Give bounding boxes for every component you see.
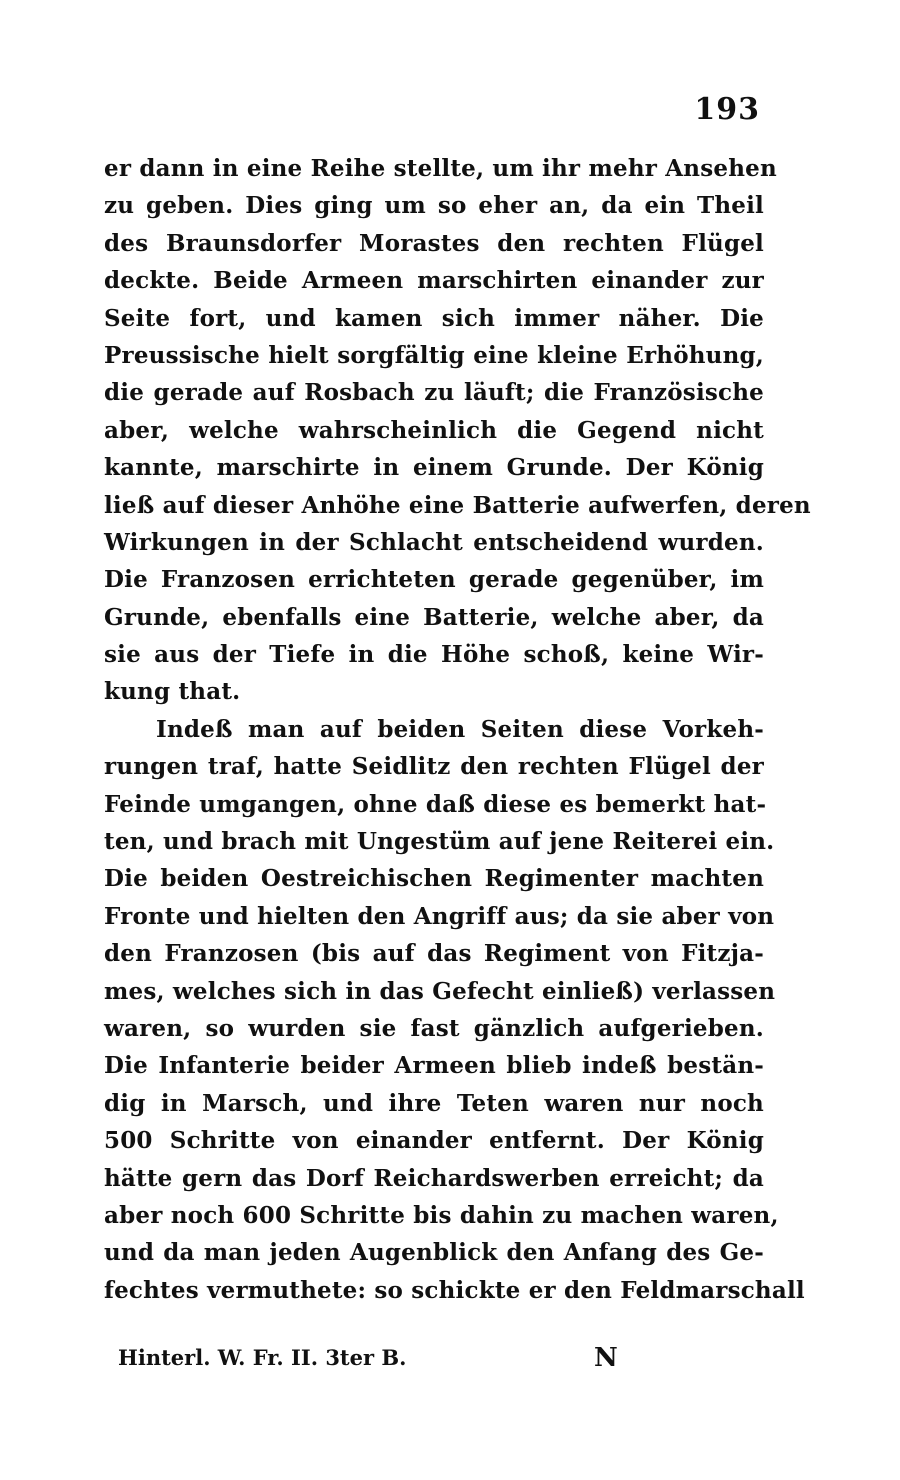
paragraph-1 bbox=[104, 150, 811, 711]
text-line: sie aus der Tiefe in die Höhe schoß, keine Wir- bbox=[104, 641, 764, 669]
text-line: deckte. Beide Armeen marschirten einander zur bbox=[104, 267, 764, 295]
text-line: rungen traf, hatte Seidlitz den rechten Flügel der bbox=[104, 753, 764, 781]
printer-signature: Hinterl. W. Fr. II. 3ter B. bbox=[118, 1345, 407, 1370]
text-line: aber noch 600 Schritte bis dahin zu machen waren, bbox=[104, 1201, 779, 1229]
page-footer bbox=[118, 1338, 638, 1378]
text-line: kung that. bbox=[104, 678, 241, 706]
text-line: Seite fort, und kamen sich immer näher. Die bbox=[104, 304, 764, 332]
paragraph-2 bbox=[104, 711, 805, 1309]
page-number: 193 bbox=[694, 92, 760, 127]
text-line: Preussische hielt sorgfältig eine kleine Erhöhung, bbox=[104, 341, 764, 369]
body-text bbox=[104, 150, 811, 1309]
text-line: Wirkungen in der Schlacht entscheidend wurden. bbox=[104, 528, 764, 556]
text-line: fechtes vermuthete: so schickte er den Feldmarschall bbox=[104, 1276, 805, 1304]
text-line: kannte, marschirte in einem Grunde. Der König bbox=[104, 454, 764, 482]
text-line: waren, so wurden sie fast gänzlich aufgerieben. bbox=[104, 1014, 764, 1042]
text-line: zu geben. Dies ging um so eher an, da ein Theil bbox=[104, 192, 764, 220]
text-line: hätte gern das Dorf Reichardswerben erreicht; da bbox=[104, 1164, 764, 1192]
signature-mark: N bbox=[594, 1343, 618, 1373]
text-line: aber, welche wahrscheinlich die Gegend nicht bbox=[104, 416, 764, 444]
text-line: Die Franzosen errichteten gerade gegenüber, im bbox=[104, 566, 764, 594]
text-line: Fronte und hielten den Angriff aus; da sie aber von bbox=[104, 902, 775, 930]
text-line: Die Infanterie beider Armeen blieb indeß bestän- bbox=[104, 1052, 764, 1080]
text-line: Feinde umgangen, ohne daß diese es bemerkt hat- bbox=[104, 790, 767, 818]
text-line: und da man jeden Augenblick den Anfang des Ge- bbox=[104, 1239, 764, 1267]
text-line: dig in Marsch, und ihre Teten waren nur noch bbox=[104, 1089, 764, 1117]
text-line: 500 Schritte von einander entfernt. Der König bbox=[104, 1127, 764, 1155]
text-line: mes, welches sich in das Gefecht einließ) verlassen bbox=[104, 977, 776, 1005]
text-line: er dann in eine Reihe stellte, um ihr mehr Ansehen bbox=[104, 155, 777, 182]
text-line: Die beiden Oestreichischen Regimenter machten bbox=[104, 865, 764, 893]
text-line: des Braunsdorfer Morastes den rechten Flügel bbox=[104, 229, 764, 257]
text-line: Indeß man auf beiden Seiten diese Vorkeh- bbox=[156, 715, 764, 743]
text-line: Grunde, ebenfalls eine Batterie, welche aber, da bbox=[104, 603, 764, 631]
text-line: die gerade auf Rosbach zu läuft; die Französische bbox=[104, 379, 764, 407]
text-line: ten, und brach mit Ungestüm auf jene Reiterei ein. bbox=[104, 828, 775, 856]
text-line: den Franzosen (bis auf das Regiment von Fitzja- bbox=[104, 940, 764, 968]
text-line: ließ auf dieser Anhöhe eine Batterie aufwerfen, deren bbox=[104, 491, 811, 519]
